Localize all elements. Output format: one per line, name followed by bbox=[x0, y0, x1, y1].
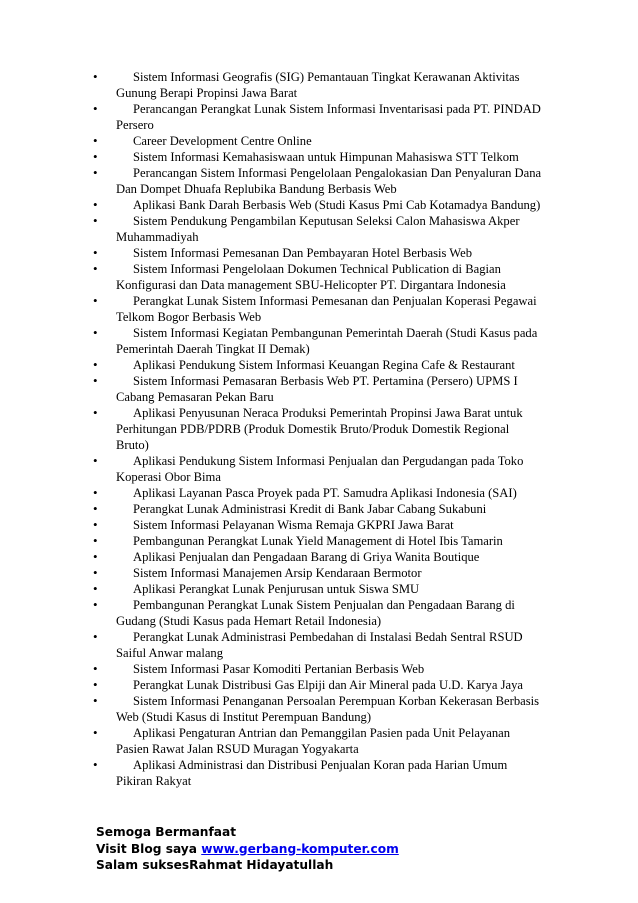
list-item-text: Sistem Informasi Kegiatan Pembangunan Pemerintah Daerah (Studi Kasus pada Pemerintah Daerah Tingkat II Demak) bbox=[116, 326, 538, 356]
list-item-text: Perangkat Lunak Administrasi Kredit di Bank Jabar Cabang Sukabuni bbox=[133, 502, 487, 516]
list-item bbox=[93, 69, 543, 101]
list-item-text: Aplikasi Pengaturan Antrian dan Pemanggilan Pasien pada Unit Pelayanan Pasien Rawat Jalan RSUD Muragan Yogyakarta bbox=[116, 726, 511, 756]
list-item-text: Aplikasi Bank Darah Berbasis Web (Studi Kasus Pmi Cab Kotamadya Bandung) bbox=[133, 198, 541, 212]
bullet-icon: • bbox=[93, 533, 98, 548]
footer-blog-prefix: Visit Blog saya bbox=[96, 841, 202, 856]
list-item-text: Sistem Informasi Pemesanan Dan Pembayaran Hotel Berbasis Web bbox=[133, 246, 473, 260]
list-item-text: Sistem Informasi Geografis (SIG) Pemantauan Tingkat Kerawanan Aktivitas Gunung Berapi Propinsi Jawa Barat bbox=[116, 70, 520, 100]
bullet-icon: • bbox=[93, 549, 98, 564]
list-item-text: Career Development Centre Online bbox=[133, 134, 312, 148]
list-item-text: Aplikasi Perangkat Lunak Penjurusan untuk Siswa SMU bbox=[133, 582, 420, 596]
list-item bbox=[93, 165, 543, 197]
list-item-text: Pembangunan Perangkat Lunak Yield Management di Hotel Ibis Tamarin bbox=[133, 534, 503, 548]
bullet-icon: • bbox=[93, 261, 98, 276]
bullet-icon: • bbox=[93, 405, 98, 420]
footer bbox=[96, 824, 596, 874]
list-item-text: Sistem Pendukung Pengambilan Keputusan Seleksi Calon Mahasiswa Akper Muhammadiyah bbox=[116, 214, 520, 244]
footer-blog-line bbox=[96, 841, 596, 858]
list-item bbox=[93, 261, 543, 293]
list-item bbox=[93, 677, 543, 693]
bullet-icon: • bbox=[93, 69, 98, 84]
bullet-icon: • bbox=[93, 213, 98, 228]
list-item bbox=[93, 597, 543, 629]
list-item-text: Perangkat Lunak Administrasi Pembedahan di Instalasi Bedah Sentral RSUD Saiful Anwar malang bbox=[116, 630, 523, 660]
list-item bbox=[93, 197, 543, 213]
list-item bbox=[93, 101, 543, 133]
blog-link[interactable]: www.gerbang-komputer.com bbox=[201, 841, 399, 856]
list-item bbox=[93, 133, 543, 149]
bullet-icon: • bbox=[93, 325, 98, 340]
list-item bbox=[93, 325, 543, 357]
list-item-text: Perangkat Lunak Distribusi Gas Elpiji dan Air Mineral pada U.D. Karya Jaya bbox=[133, 678, 523, 692]
list-item-text: Perancangan Perangkat Lunak Sistem Informasi Inventarisasi pada PT. PINDAD Persero bbox=[116, 102, 541, 132]
list-item bbox=[93, 213, 543, 245]
list-item bbox=[93, 293, 543, 325]
bullet-icon: • bbox=[93, 677, 98, 692]
bullet-icon: • bbox=[93, 725, 98, 740]
list-item bbox=[93, 373, 543, 405]
bullet-icon: • bbox=[93, 165, 98, 180]
bullet-icon: • bbox=[93, 597, 98, 612]
list-item-text: Pembangunan Perangkat Lunak Sistem Penjualan dan Pengadaan Barang di Gudang (Studi Kasus pada Hemart Retail Indonesia) bbox=[116, 598, 515, 628]
bullet-icon: • bbox=[93, 485, 98, 500]
bullet-icon: • bbox=[93, 293, 98, 308]
list-item bbox=[93, 517, 543, 533]
list-item bbox=[93, 149, 543, 165]
list-item bbox=[93, 453, 543, 485]
list-item-text: Aplikasi Penjualan dan Pengadaan Barang di Griya Wanita Boutique bbox=[133, 550, 480, 564]
list-item-text: Perancangan Sistem Informasi Pengelolaan Pengalokasian Dan Penyaluran Dana Dan Dompet Dhuafa Replubika Bandung Berbasis Web bbox=[116, 166, 542, 196]
list-item bbox=[93, 245, 543, 261]
bullet-icon: • bbox=[93, 629, 98, 644]
list-item bbox=[93, 757, 543, 789]
bullet-icon: • bbox=[93, 197, 98, 212]
list-item bbox=[93, 693, 543, 725]
bullet-icon: • bbox=[93, 149, 98, 164]
list-item bbox=[93, 405, 543, 453]
bullet-icon: • bbox=[93, 357, 98, 372]
bullet-icon: • bbox=[93, 101, 98, 116]
list-item bbox=[93, 549, 543, 565]
list-item bbox=[93, 725, 543, 757]
list-item bbox=[93, 501, 543, 517]
bullet-icon: • bbox=[93, 757, 98, 772]
bullet-icon: • bbox=[93, 453, 98, 468]
footer-signature: Salam suksesRahmat Hidayatullah bbox=[96, 858, 334, 872]
list-item-text: Aplikasi Pendukung Sistem Informasi Keuangan Regina Cafe & Restaurant bbox=[133, 358, 515, 372]
bullet-icon: • bbox=[93, 501, 98, 516]
list-item-text: Sistem Informasi Pelayanan Wisma Remaja GKPRI Jawa Barat bbox=[133, 518, 454, 532]
bullet-icon: • bbox=[93, 133, 98, 148]
bullet-icon: • bbox=[93, 661, 98, 676]
bullet-icon: • bbox=[93, 245, 98, 260]
bullet-icon: • bbox=[93, 517, 98, 532]
list-item bbox=[93, 629, 543, 661]
list-item bbox=[93, 357, 543, 373]
list-item bbox=[93, 661, 543, 677]
list-item-text: Sistem Informasi Kemahasiswaan untuk Himpunan Mahasiswa STT Telkom bbox=[133, 150, 519, 164]
list-item-text: Perangkat Lunak Sistem Informasi Pemesanan dan Penjualan Koperasi Pegawai Telkom Bogor Berbasis Web bbox=[116, 294, 537, 324]
list-item-text: Sistem Informasi Pengelolaan Dokumen Technical Publication di Bagian Konfigurasi dan Data management SBU-Helicopter PT. Dirgantara Indonesia bbox=[116, 262, 506, 292]
bullet-icon: • bbox=[93, 581, 98, 596]
list-item bbox=[93, 565, 543, 581]
list-item bbox=[93, 533, 543, 549]
list-item bbox=[93, 485, 543, 501]
bullet-icon: • bbox=[93, 373, 98, 388]
list-item bbox=[93, 581, 543, 597]
list-item-text: Aplikasi Penyusunan Neraca Produksi Pemerintah Propinsi Jawa Barat untuk Perhitungan PDB/PDRB (Produk Domestik Bruto/Produk Domestik Regional Bruto) bbox=[116, 406, 523, 452]
list-item-text: Aplikasi Layanan Pasca Proyek pada PT. Samudra Aplikasi Indonesia (SAI) bbox=[133, 486, 517, 500]
list-item-text: Sistem Informasi Penanganan Persoalan Perempuan Korban Kekerasan Berbasis Web (Studi Kasus di Institut Perempuan Bandung) bbox=[116, 694, 540, 724]
bullet-icon: • bbox=[93, 693, 98, 708]
bullet-icon: • bbox=[93, 565, 98, 580]
list-item-text: Aplikasi Pendukung Sistem Informasi Penjualan dan Pergudangan pada Toko Koperasi Obor Bima bbox=[116, 454, 524, 484]
list-item-text: Sistem Informasi Pemasaran Berbasis Web PT. Pertamina (Persero) UPMS I Cabang Pemasaran Pekan Baru bbox=[116, 374, 518, 404]
list-item-text: Sistem Informasi Manajemen Arsip Kendaraan Bermotor bbox=[133, 566, 422, 580]
list-item-text: Sistem Informasi Pasar Komoditi Pertanian Berbasis Web bbox=[133, 662, 425, 676]
list-item-text: Aplikasi Administrasi dan Distribusi Penjualan Koran pada Harian Umum Pikiran Rakyat bbox=[116, 758, 508, 788]
project-title-list bbox=[93, 69, 543, 789]
footer-greeting: Semoga Bermanfaat bbox=[96, 825, 237, 839]
